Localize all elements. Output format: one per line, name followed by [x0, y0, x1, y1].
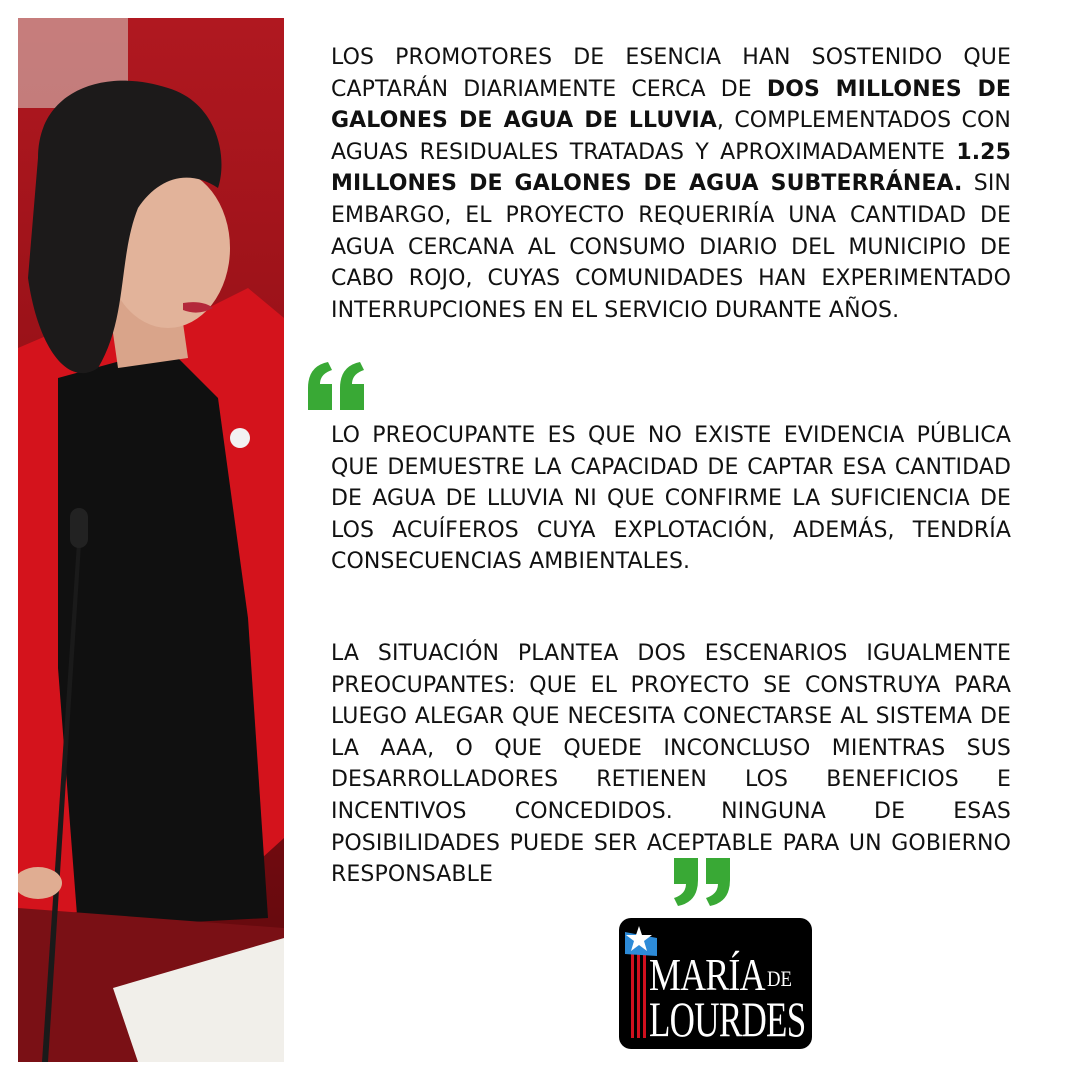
- open-quote-icon: [306, 360, 368, 412]
- paragraph-3-quote: [331, 638, 1011, 891]
- speaker-portrait-photo: [18, 18, 284, 1062]
- logo-stripe: [631, 946, 634, 1038]
- maria-de-lourdes-logo: [619, 918, 812, 1049]
- logo-stripe: [643, 946, 646, 1038]
- text-segment: , COMPLEMENTADOS CON AGUAS RESIDUALES TRATADAS Y APROXIMADAMENTE: [331, 108, 1011, 165]
- text-segment: SIN EMBARGO, EL PROYECTO REQUERIRÍA UNA CANTIDAD DE AGUA CERCANA AL CONSUMO DIARIO DEL MUNICIPIO DE CABO ROJO, CUYAS COMUNIDADES HAN EXPERIMENTADO INTERRUPCIONES EN EL SERVICIO DURANTE AÑOS.: [331, 171, 1011, 323]
- logo-stripe: [637, 946, 640, 1038]
- bold-text-segment: DOS MILLONES DE GALONES DE AGUA DE LLUVIA: [331, 76, 1011, 134]
- paragraph-2-quote: [331, 420, 1011, 578]
- text-segment: LOS PROMOTORES DE ESENCIA HAN SOSTENIDO QUE CAPTARÁN DIARIAMENTE CERCA DE: [331, 45, 1011, 102]
- portrait-illustration: [18, 18, 284, 1062]
- logo-name-line1: MARÍA: [649, 949, 765, 1000]
- paragraph-1: [331, 42, 1011, 326]
- text-segment: LO PREOCUPANTE ES QUE NO EXISTE EVIDENCIA PÚBLICA QUE DEMUESTRE LA CAPACIDAD DE CAPTAR ESA CANTIDAD DE AGUA DE LLUVIA NI QUE CONFIRME LA SUFICIENCIA DE LOS ACUÍFEROS CUYA EXPLOTACIÓN, ADEMÁS, TENDRÍA CONSECUENCIAS AMBIENTALES.: [331, 423, 1011, 575]
- logo-de: DE: [767, 966, 792, 991]
- logo-name-line2: LOURDES: [649, 991, 806, 1047]
- bold-text-segment: 1.25 MILLONES DE GALONES DE AGUA SUBTERRÁNEA.: [331, 139, 1011, 197]
- text-segment: LA SITUACIÓN PLANTEA DOS ESCENARIOS IGUALMENTE PREOCUPANTES: QUE EL PROYECTO SE CONSTRUYA PARA LUEGO ALEGAR QUE NECESITA CONECTARSE AL SISTEMA DE LA AAA, O QUE QUEDE INCONCLUSO MIENTRAS SUS DESARROLLADORES RETIENEN LOS BENEFICIOS E INCENTIVOS CONCEDIDOS. NINGUNA DE ESAS POSIBILIDADES PUEDE SER ACEPTABLE PARA UN GOBIERNO RESPONSABLE: [331, 641, 1011, 888]
